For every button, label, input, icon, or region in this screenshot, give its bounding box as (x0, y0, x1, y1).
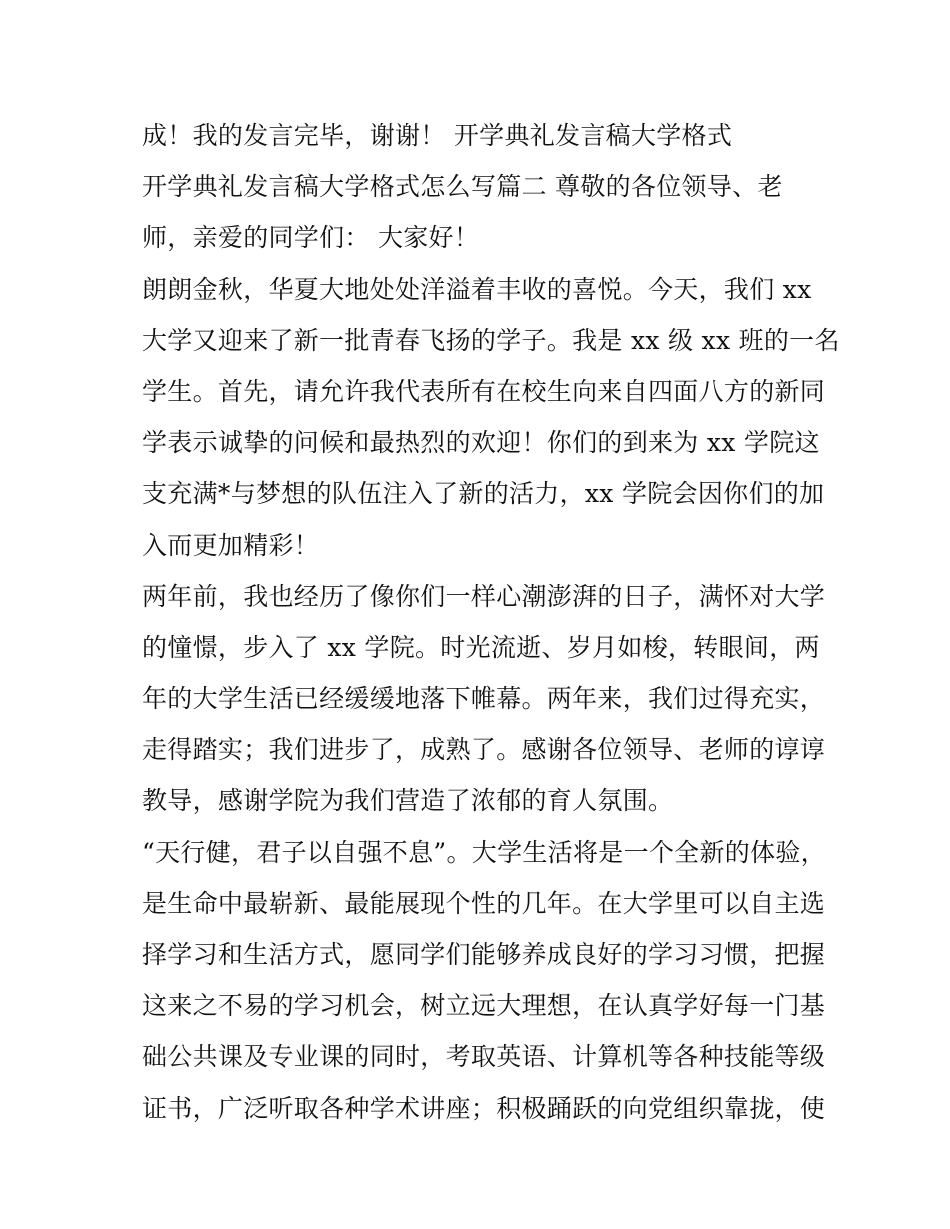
text-line: 础公共课及专业课的同时，考取英语、计算机等各种技能等级 (142, 1042, 826, 1072)
body-text (142, 110, 840, 1134)
text-line: 大学又迎来了新一批青春飞扬的学子。我是 xx 级 xx 班的一名 (142, 325, 840, 355)
text-line: 学表示诚挚的问候和最热烈的欢迎！你们的到来为 xx 学院这 (142, 428, 820, 458)
text-line: 这来之不易的学习机会，树立远大理想，在认真学好每一门基 (142, 991, 826, 1021)
text-line: 走得踏实；我们进步了，成熟了。感谢各位领导、老师的谆谆 (142, 735, 826, 765)
text-line: 朗朗金秋，华夏大地处处洋溢着丰收的喜悦。今天，我们 xx (142, 274, 812, 304)
text-line: 入而更加精彩！ (142, 530, 320, 560)
text-line: 证书，广泛听取各种学术讲座；积极踊跃的向党组织靠拢，使 (142, 1093, 826, 1123)
text-line: 成！我的发言完毕，谢谢！ 开学典礼发言稿大学格式 (142, 121, 733, 150)
text-line: 学生。首先，请允许我代表所有在校生向来自四面八方的新同 (142, 376, 826, 406)
text-line: “天行健，君子以自强不息”。大学生活将是一个全新的体验， (142, 837, 826, 867)
text-line: 两年前，我也经历了像你们一样心潮澎湃的日子，满怀对大学 (142, 581, 826, 611)
text-line: 的憧憬，步入了 xx 学院。时光流逝、岁月如梭，转眼间，两 (142, 632, 820, 662)
text-line: 支充满*与梦想的队伍注入了新的活力，xx 学院会因你们的加 (142, 479, 825, 509)
text-line: 年的大学生活已经缓缓地落下帷幕。两年来，我们过得充实， (142, 684, 826, 714)
text-line: 教导，感谢学院为我们营造了浓郁的育人氛围。 (142, 786, 674, 816)
text-line: 开学典礼发言稿大学格式怎么写篇二 尊敬的各位领导、老 (142, 172, 783, 202)
text-line: 择学习和生活方式，愿同学们能够养成良好的学习习惯，把握 (142, 940, 826, 969)
text-line: 师，亲爱的同学们： 大家好！ (142, 223, 480, 253)
text-line: 是生命中最崭新、最能展现个性的几年。在大学里可以自主选 (142, 888, 826, 918)
